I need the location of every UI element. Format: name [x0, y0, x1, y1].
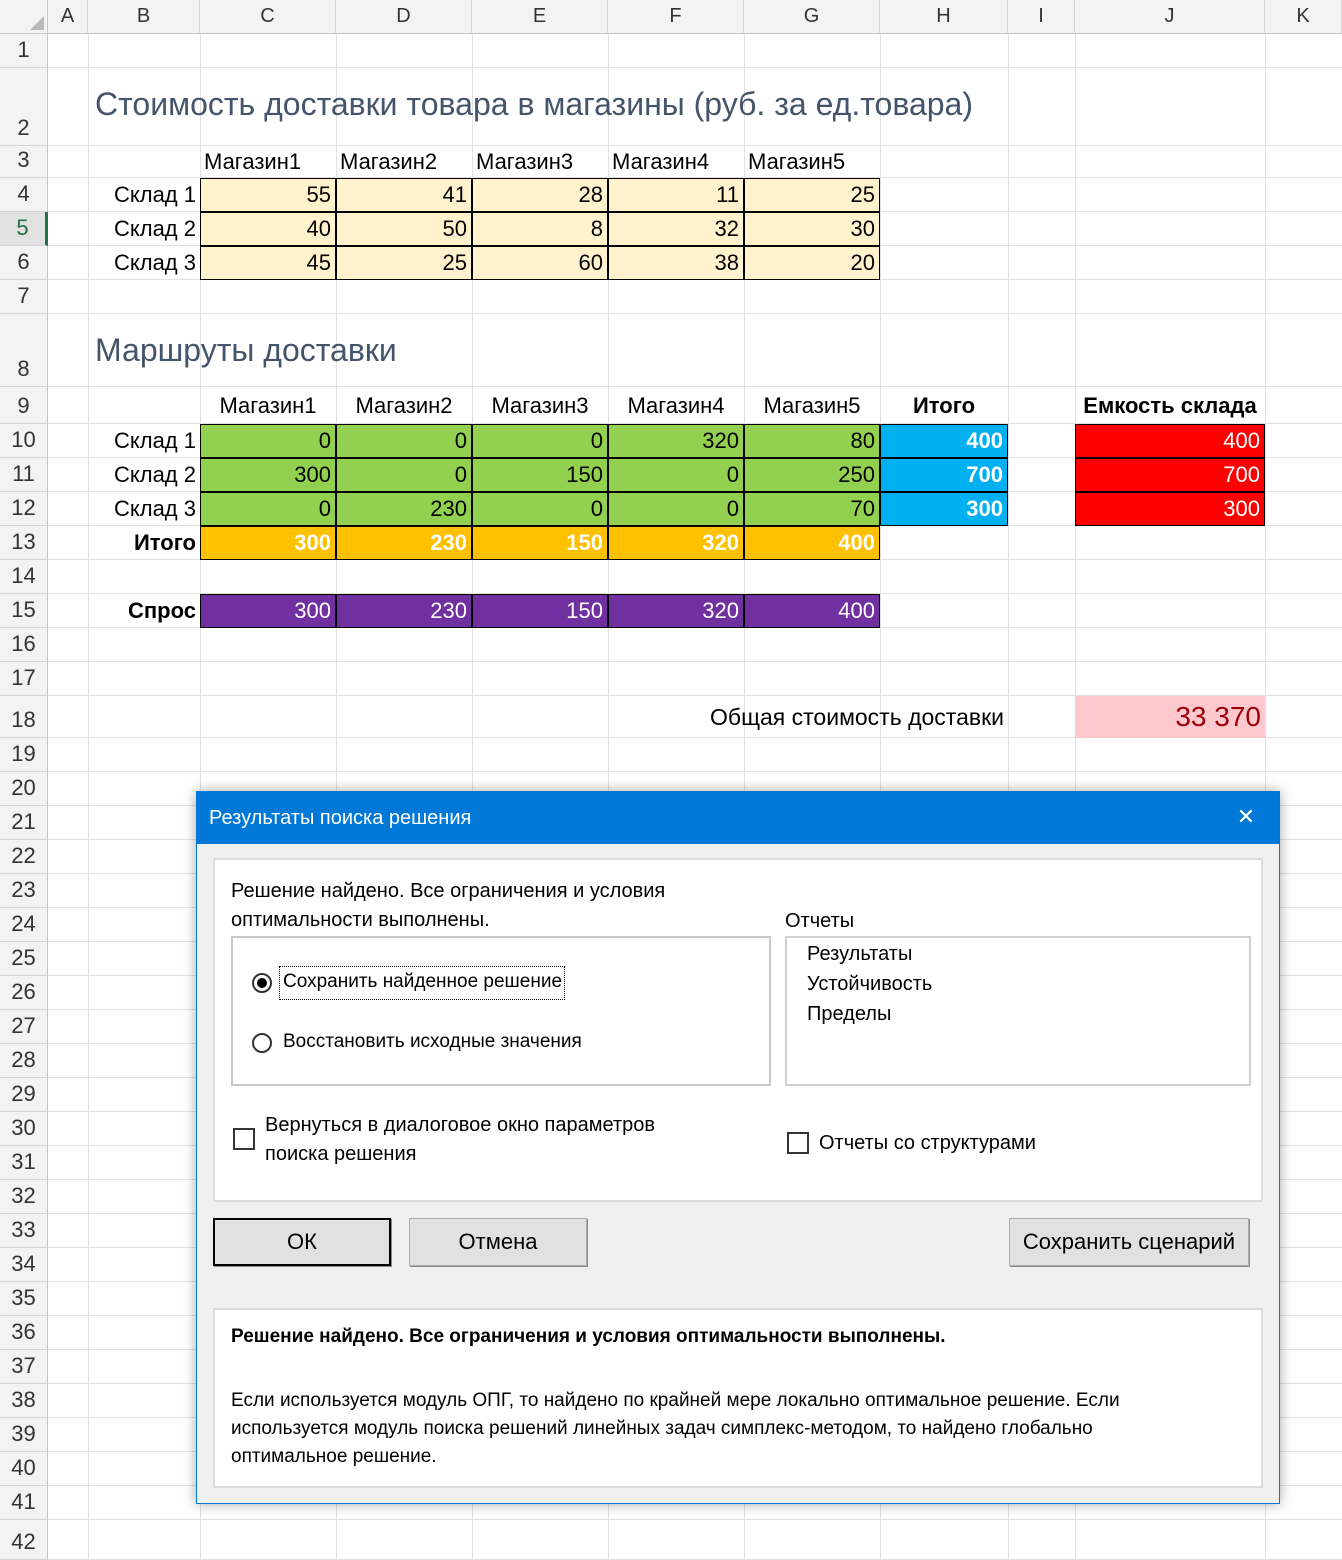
- title-delivery-cost: Стоимость доставки товара в магазины (руб. за ед.товара): [95, 86, 973, 122]
- cost-cell[interactable]: 60: [472, 246, 608, 280]
- cost-cell[interactable]: 50: [336, 212, 472, 246]
- route-cell[interactable]: 230: [336, 492, 472, 526]
- row-header-25[interactable]: 25: [0, 942, 48, 976]
- cost-cell[interactable]: 32: [608, 212, 744, 246]
- cost-cell[interactable]: 20: [744, 246, 880, 280]
- gridline-row: [48, 313, 1342, 314]
- column-header-f[interactable]: F: [608, 0, 744, 34]
- status-message-line1: Решение найдено. Все ограничения и условия: [231, 880, 666, 902]
- report-item-limits[interactable]: Пределы: [807, 1003, 892, 1025]
- row-total-cell[interactable]: 300: [880, 492, 1008, 526]
- restore-values-label[interactable]: Восстановить исходные значения: [283, 1031, 582, 1052]
- cost-cell[interactable]: 8: [472, 212, 608, 246]
- capacity-cell[interactable]: 400: [1075, 424, 1265, 458]
- return-to-params-label-line1[interactable]: Вернуться в диалоговое окно параметров: [265, 1114, 655, 1136]
- dialog-title: Результаты поиска решения: [209, 806, 472, 829]
- capacity-cell[interactable]: 300: [1075, 492, 1265, 526]
- total-cost-value[interactable]: 33 370: [1075, 696, 1265, 738]
- select-all-corner[interactable]: [0, 0, 48, 34]
- routes-header-store[interactable]: Магазин3: [491, 392, 589, 418]
- demand-cell[interactable]: 320: [608, 594, 744, 628]
- row-header-10[interactable]: 10: [0, 424, 48, 458]
- route-cell[interactable]: 150: [472, 458, 608, 492]
- report-item-results[interactable]: Результаты: [807, 943, 913, 965]
- row-header-37[interactable]: 37: [0, 1350, 48, 1384]
- cost-cell[interactable]: 25: [336, 246, 472, 280]
- gridline-row: [48, 67, 1342, 68]
- row-header-18[interactable]: 18: [0, 696, 48, 738]
- keep-solution-label[interactable]: Сохранить найденное решение: [283, 971, 563, 992]
- route-cell[interactable]: 320: [608, 424, 744, 458]
- row-header-31[interactable]: 31: [0, 1146, 48, 1180]
- row-header-41[interactable]: 41: [0, 1486, 48, 1520]
- row-header-5[interactable]: 5: [0, 212, 48, 246]
- options-panel: [213, 858, 1263, 1202]
- cost-row-label[interactable]: Склад 2: [113, 216, 196, 241]
- row-header-16[interactable]: 16: [0, 628, 48, 662]
- cost-cell[interactable]: 38: [608, 246, 744, 280]
- demand-cell[interactable]: 300: [200, 594, 336, 628]
- row-header-26[interactable]: 26: [0, 976, 48, 1010]
- column-header-k[interactable]: K: [1265, 0, 1342, 34]
- route-cell[interactable]: 0: [472, 424, 608, 458]
- info-bold-text: Решение найдено. Все ограничения и условия оптимальности выполнены.: [231, 1326, 946, 1347]
- row-header-33[interactable]: 33: [0, 1214, 48, 1248]
- outline-reports-checkbox[interactable]: [787, 1132, 809, 1154]
- cost-header-store[interactable]: Магазин1: [204, 149, 302, 174]
- row-header-20[interactable]: 20: [0, 772, 48, 806]
- routes-header-store[interactable]: Магазин4: [627, 392, 725, 418]
- gridline-row: [48, 771, 1342, 772]
- route-cell[interactable]: 0: [200, 424, 336, 458]
- column-header-e[interactable]: E: [472, 0, 608, 34]
- row-header-30[interactable]: 30: [0, 1112, 48, 1146]
- cancel-button[interactable]: Отмена: [409, 1218, 587, 1266]
- row-header-9[interactable]: 9: [0, 387, 48, 424]
- route-cell[interactable]: 0: [336, 424, 472, 458]
- routes-row-label[interactable]: Склад 1: [113, 428, 196, 453]
- column-header-j[interactable]: J: [1075, 0, 1265, 34]
- row-header-40[interactable]: 40: [0, 1452, 48, 1486]
- route-cell[interactable]: 0: [472, 492, 608, 526]
- row-header-7[interactable]: 7: [0, 280, 48, 314]
- routes-row-label[interactable]: Склад 3: [113, 496, 196, 521]
- route-cell[interactable]: 0: [608, 492, 744, 526]
- total-cost-label[interactable]: Общая стоимость доставки: [710, 703, 1004, 730]
- route-cell[interactable]: 80: [744, 424, 880, 458]
- row-header-28[interactable]: 28: [0, 1044, 48, 1078]
- report-item-sensitivity[interactable]: Устойчивость: [807, 973, 933, 995]
- solution-options-group: [231, 936, 771, 1086]
- row-header-22[interactable]: 22: [0, 840, 48, 874]
- capacity-cell[interactable]: 700: [1075, 458, 1265, 492]
- row-header-6[interactable]: 6: [0, 246, 48, 280]
- route-cell[interactable]: 0: [200, 492, 336, 526]
- column-header-c[interactable]: C: [200, 0, 336, 34]
- row-header-13[interactable]: 13: [0, 526, 48, 560]
- row-header-23[interactable]: 23: [0, 874, 48, 908]
- row-header-29[interactable]: 29: [0, 1078, 48, 1112]
- row-header-24[interactable]: 24: [0, 908, 48, 942]
- reports-label: Отчеты: [785, 910, 855, 932]
- col-total-cell[interactable]: 150: [472, 526, 608, 560]
- ok-button[interactable]: ОК: [213, 1218, 391, 1266]
- row-header-12[interactable]: 12: [0, 492, 48, 526]
- cost-cell[interactable]: 41: [336, 178, 472, 212]
- save-scenario-button[interactable]: Сохранить сценарий: [1009, 1218, 1249, 1266]
- col-total-cell[interactable]: 230: [336, 526, 472, 560]
- row-header-27[interactable]: 27: [0, 1010, 48, 1044]
- capacity-header[interactable]: Емкость склада: [1083, 392, 1257, 418]
- column-header-i[interactable]: I: [1008, 0, 1075, 34]
- demand-label[interactable]: Спрос: [128, 598, 196, 623]
- column-header-h[interactable]: H: [880, 0, 1008, 34]
- routes-header-store[interactable]: Магазин2: [355, 392, 453, 418]
- col-total-cell[interactable]: 320: [608, 526, 744, 560]
- info-text-line1: Если используется модуль ОПГ, то найдено по крайней мере локально оптимальное решение. Если: [231, 1390, 1120, 1411]
- routes-header-total[interactable]: Итого: [912, 392, 976, 418]
- route-cell[interactable]: 0: [336, 458, 472, 492]
- row-header-11[interactable]: 11: [0, 458, 48, 492]
- gridline-row: [48, 1519, 1342, 1520]
- column-header-b[interactable]: B: [88, 0, 200, 34]
- demand-cell[interactable]: 400: [744, 594, 880, 628]
- demand-cell[interactable]: 150: [472, 594, 608, 628]
- info-text-line2: используется модуль поиска решений линейных задач симплекс-методом, то найдено глобально: [231, 1418, 1093, 1439]
- routes-header-store[interactable]: Магазин5: [763, 392, 861, 418]
- row-total-cell[interactable]: 700: [880, 458, 1008, 492]
- row-header-19[interactable]: 19: [0, 738, 48, 772]
- info-panel: [213, 1308, 1263, 1488]
- row-header-2[interactable]: 2: [0, 68, 48, 146]
- row-header-14[interactable]: 14: [0, 560, 48, 594]
- row-header-39[interactable]: 39: [0, 1418, 48, 1452]
- row-header-3[interactable]: 3: [0, 146, 48, 178]
- row-header-1[interactable]: 1: [0, 34, 48, 68]
- cost-cell[interactable]: 40: [200, 212, 336, 246]
- row-header-17[interactable]: 17: [0, 662, 48, 696]
- row-header-38[interactable]: 38: [0, 1384, 48, 1418]
- cost-cell[interactable]: 55: [200, 178, 336, 212]
- col-total-cell[interactable]: 300: [200, 526, 336, 560]
- column-header-d[interactable]: D: [336, 0, 472, 34]
- row-header-4[interactable]: 4: [0, 178, 48, 212]
- dialog-title-bar: [197, 792, 1279, 844]
- route-cell[interactable]: 70: [744, 492, 880, 526]
- gridline-row: [48, 661, 1342, 662]
- row-header-34[interactable]: 34: [0, 1248, 48, 1282]
- row-header-21[interactable]: 21: [0, 806, 48, 840]
- col-total-cell[interactable]: 400: [744, 526, 880, 560]
- cost-row-label[interactable]: Склад 1: [113, 182, 196, 207]
- cost-cell[interactable]: 11: [608, 178, 744, 212]
- cost-cell[interactable]: 28: [472, 178, 608, 212]
- title-delivery-routes: Маршруты доставки: [95, 332, 397, 368]
- solver-results-dialog: [196, 791, 1280, 1504]
- column-header-a[interactable]: A: [48, 0, 88, 34]
- row-header-42[interactable]: 42: [0, 1520, 48, 1560]
- info-text-line3: оптимальное решение.: [231, 1446, 437, 1467]
- row-header-8[interactable]: 8: [0, 314, 48, 387]
- route-cell[interactable]: 250: [744, 458, 880, 492]
- row-header-36[interactable]: 36: [0, 1316, 48, 1350]
- row-header-32[interactable]: 32: [0, 1180, 48, 1214]
- cost-header-store[interactable]: Магазин3: [476, 149, 574, 174]
- return-to-params-checkbox[interactable]: [233, 1128, 255, 1150]
- return-to-params-label-line2[interactable]: поиска решения: [265, 1143, 417, 1165]
- cost-row-label[interactable]: Склад 3: [113, 250, 196, 275]
- keep-solution-radio[interactable]: [252, 973, 272, 993]
- cost-cell[interactable]: 45: [200, 246, 336, 280]
- status-message-line2: оптимальности выполнены.: [231, 909, 490, 931]
- cost-cell[interactable]: 25: [744, 178, 880, 212]
- row-total-cell[interactable]: 400: [880, 424, 1008, 458]
- cost-header-store[interactable]: Магазин5: [748, 149, 846, 174]
- routes-header-store[interactable]: Магазин1: [219, 392, 317, 418]
- outline-reports-label[interactable]: Отчеты со структурами: [819, 1132, 1036, 1154]
- routes-row-label[interactable]: Склад 2: [113, 462, 196, 487]
- column-header-g[interactable]: G: [744, 0, 880, 34]
- cost-header-store[interactable]: Магазин2: [340, 149, 438, 174]
- cost-header-store[interactable]: Магазин4: [612, 149, 710, 174]
- route-cell[interactable]: 300: [200, 458, 336, 492]
- col-total-label[interactable]: Итого: [133, 530, 196, 555]
- route-cell[interactable]: 0: [608, 458, 744, 492]
- demand-cell[interactable]: 230: [336, 594, 472, 628]
- close-icon[interactable]: ✕: [1236, 804, 1256, 829]
- row-header-35[interactable]: 35: [0, 1282, 48, 1316]
- cost-cell[interactable]: 30: [744, 212, 880, 246]
- restore-values-radio[interactable]: [252, 1033, 272, 1053]
- row-header-15[interactable]: 15: [0, 594, 48, 628]
- reports-listbox[interactable]: [785, 936, 1251, 1086]
